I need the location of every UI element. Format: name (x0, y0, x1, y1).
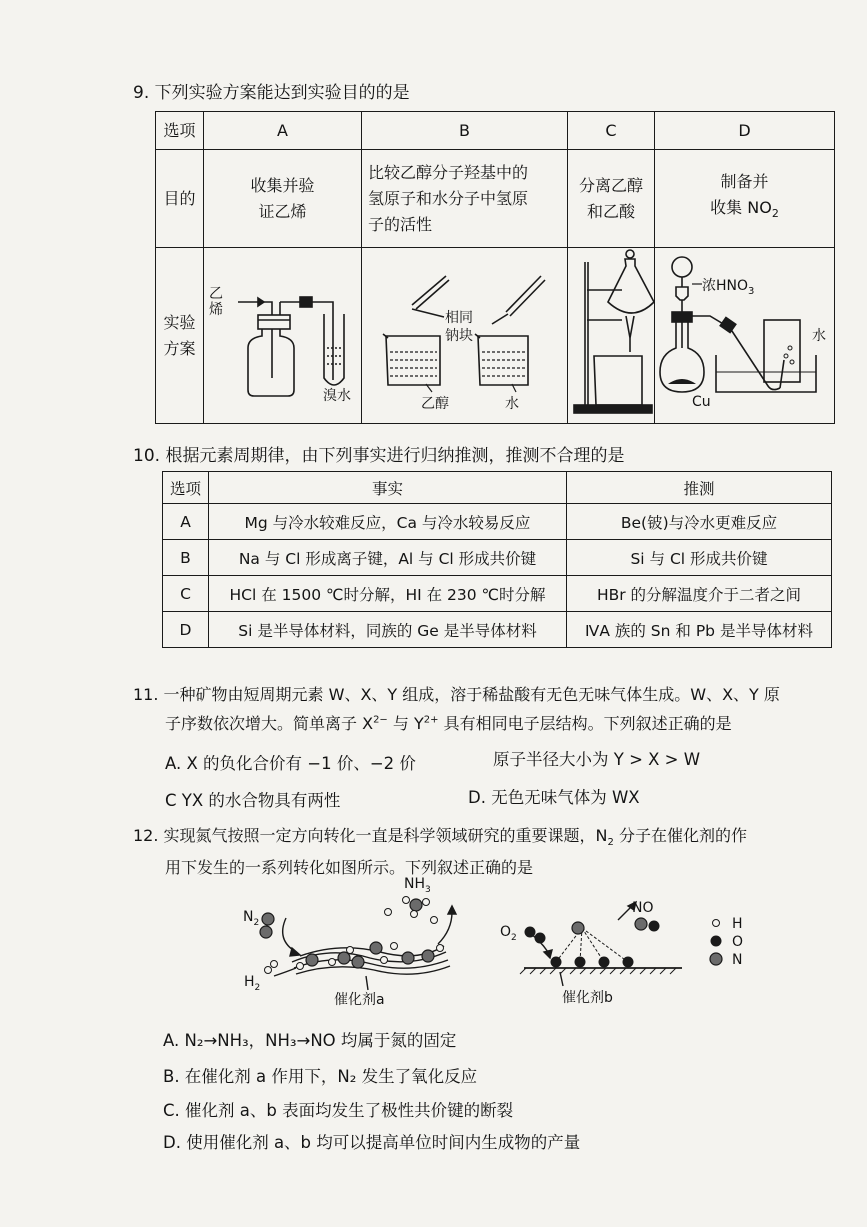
q10-row-d-fact: Si 是半导体材料，同族的 Ge 是半导体材料 (209, 612, 567, 648)
q12-label-h2 (244, 974, 260, 993)
q9-purpose-d-text: 收集 NO (710, 198, 772, 218)
q9-purpose-c-line2: 和乙酸 (586, 201, 635, 221)
q10-row-b-guess: Si 与 Cl 形成共价键 (567, 540, 832, 576)
q12-label-no: NO (632, 900, 654, 916)
q9-purpose-d-line1: 制备并 (720, 172, 769, 192)
label-bromine-water: 溴水 (323, 388, 351, 404)
q9-header-d: D (655, 112, 835, 150)
q9-purpose-b-line3: 子的活性 (368, 214, 433, 234)
q10-row-d-guess: ⅣA 族的 Sn 和 Pb 是半导体材料 (567, 612, 832, 648)
q10-row-c-fact: HCl 在 1500 ℃时分解，HI 在 230 ℃时分解 (209, 576, 567, 612)
q11-line2-c: 具有相同电子层结构。下列叙述正确的是 (438, 714, 732, 733)
q10-row-c-option: C (163, 576, 209, 612)
q12-label-nh3-sub: 3 (425, 885, 431, 895)
q12-label-nh3-text: NH (404, 876, 425, 892)
q11-line1: 11. 一种矿物由短周期元素 W、X、Y 组成，溶于稀盐酸有无色无味气体生成。W、X、Y 原 (133, 685, 780, 704)
q12-label-cat-a: 催化剂a (334, 992, 385, 1008)
q9-plan-label-2: 方案 (163, 338, 196, 358)
label-cu: Cu (692, 394, 711, 410)
q9-purpose-a-line1: 收集并验 (250, 175, 315, 195)
label-same-2: 钠块 (445, 328, 473, 344)
q10-row-b-fact: Na 与 Cl 形成离子键，Al 与 Cl 形成共价键 (209, 540, 567, 576)
q11-line2-sup1: 2− (373, 714, 388, 726)
label-ethylene-2: 烯 (209, 302, 223, 318)
q11-line2-sup2: 2+ (423, 714, 439, 726)
q9-purpose-label: 目的 (156, 150, 204, 248)
q11-option-d: D. 无色无味气体为 WX (468, 788, 640, 807)
q12-label-o2-text: O (500, 924, 512, 940)
q12-label-n2-sub: 2 (253, 918, 260, 928)
q12-label-o2 (500, 924, 517, 943)
q12-legend-h: H (732, 916, 743, 932)
q9-plan-label-1: 实验 (163, 312, 196, 332)
q12-label-nh3 (404, 876, 431, 895)
q12-label-h2-text: H (244, 974, 255, 990)
q11-option-b: 原子半径大小为 Y > X > W (493, 750, 701, 769)
q12-legend-o: O (732, 934, 744, 950)
q10-header-option: 选项 (163, 472, 209, 504)
label-ethylene-1: 乙 (209, 286, 223, 302)
q9-title: 9. 下列实验方案能达到实验目的的是 (133, 83, 410, 103)
q9-purpose-b-line1: 比较乙醇分子羟基中的 (368, 162, 529, 182)
q12-option-b: B. 在催化剂 a 作用下，N₂ 发生了氧化反应 (163, 1067, 478, 1086)
q12-label-o2-sub: 2 (511, 933, 517, 943)
q9-header-option: 选项 (156, 112, 204, 150)
q9-header-b: B (362, 112, 568, 150)
q10-row-a-guess: Be(铍)与冷水更难反应 (567, 504, 832, 540)
label-water-b: 水 (505, 396, 519, 412)
q10-title: 10. 根据元素周期律，由下列事实进行归纳推测，推测不合理的是 (133, 446, 625, 466)
label-ethanol: 乙醇 (421, 396, 449, 412)
q12-option-d: D. 使用催化剂 a、b 均可以提高单位时间内生成物的产量 (163, 1133, 581, 1152)
q12-line1-sub: 2 (607, 837, 614, 849)
q12-label-n2-text: N (243, 909, 254, 925)
q10-row-d-option: D (163, 612, 209, 648)
label-water-d: 水 (812, 328, 826, 344)
q12-label-cat-b: 催化剂b (562, 990, 613, 1006)
q12-line1-b: 分子在催化剂的作 (613, 826, 747, 845)
q10-header-fact: 事实 (209, 472, 567, 504)
q10-row-a-option: A (163, 504, 209, 540)
q12-line1-a: 12. 实现氮气按照一定方向转化一直是科学领域研究的重要课题，N (133, 826, 608, 845)
q9-header-a: A (204, 112, 362, 150)
label-hno3-text: 浓HNO (702, 278, 749, 294)
q9-purpose-b-line2: 氢原子和水分子中氢原 (368, 188, 529, 208)
q11-option-a: A. X 的负化合价有 −1 价、−2 价 (165, 754, 416, 773)
q9-purpose-c-line1: 分离乙醇 (578, 175, 643, 195)
label-hno3-sub: 3 (748, 286, 755, 297)
q12-line2: 用下发生的一系列转化如图所示。下列叙述正确的是 (165, 858, 534, 877)
q12-label-n2 (243, 909, 259, 928)
q11-option-c: C YX 的水合物具有两性 (165, 791, 341, 810)
q12-option-a: A. N₂→NH₃，NH₃→NO 均属于氮的固定 (163, 1031, 457, 1050)
q11-line2-b: 与 Y (387, 714, 424, 733)
q9-purpose-d-sub: 2 (771, 207, 779, 221)
q9-header-c: C (568, 112, 655, 150)
q11-line2-a: 子序数依次增大。简单离子 X (165, 714, 374, 733)
q10-row-a-fact: Mg 与冷水较难反应，Ca 与冷水较易反应 (209, 504, 567, 540)
q10-header-guess: 推测 (567, 472, 832, 504)
q10-row-c-guess: HBr 的分解温度介于二者之间 (567, 576, 832, 612)
q12-legend-n: N (732, 952, 743, 968)
label-same-1: 相同 (445, 310, 473, 326)
q12-label-h2-sub: 2 (254, 983, 261, 993)
q12-option-c: C. 催化剂 a、b 表面均发生了极性共价键的断裂 (163, 1101, 514, 1120)
q10-row-b-option: B (163, 540, 209, 576)
q9-purpose-a-line2: 证乙烯 (258, 201, 307, 221)
